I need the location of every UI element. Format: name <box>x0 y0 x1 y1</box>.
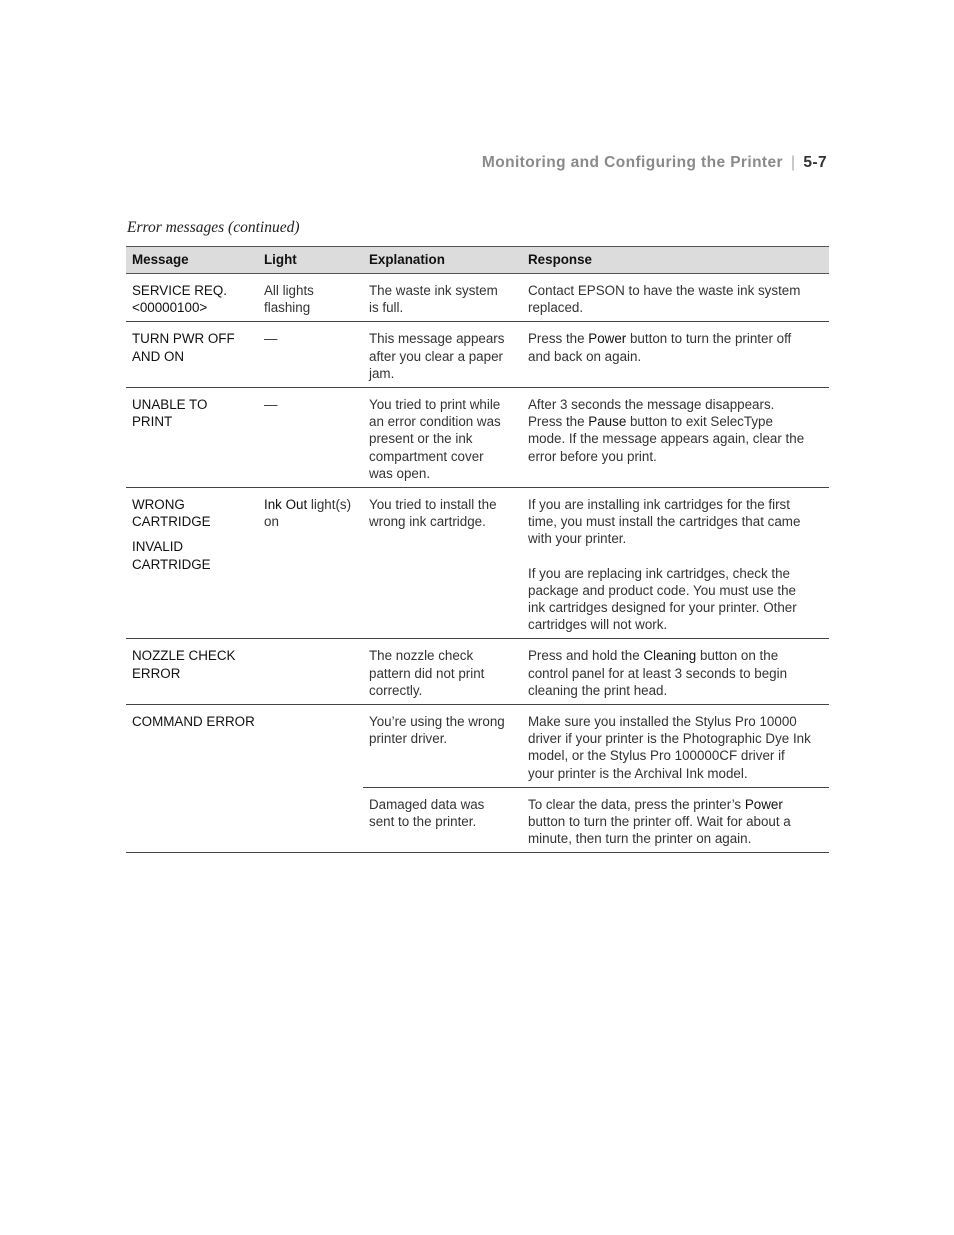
response-text-part: Press and hold the <box>528 648 644 664</box>
response-text-part: button to exit SelecType <box>626 414 773 430</box>
message-cell <box>126 388 258 487</box>
command-error-subrows <box>363 705 829 852</box>
response-text: package and product code. You must use the <box>528 582 797 598</box>
button-name-power: Power <box>588 331 627 347</box>
table-row <box>126 274 829 322</box>
response-text: button to turn the printer off. Wait for about a <box>528 814 791 830</box>
explanation-cell <box>363 274 522 321</box>
response-text <box>528 647 825 664</box>
response-cell <box>522 322 829 387</box>
response-cell <box>522 388 829 487</box>
message-text: INVALID <box>132 539 184 555</box>
message-text: TURN PWR OFF <box>132 331 235 347</box>
message-text: <00000100> <box>132 300 208 316</box>
explanation-text: is full. <box>369 300 404 316</box>
light-cell <box>258 488 363 638</box>
response-text: minute, then turn the printer on again. <box>528 831 752 847</box>
message-text: PRINT <box>132 414 173 430</box>
response-text: cleaning the print head. <box>528 682 668 698</box>
response-text <box>528 413 825 430</box>
explanation-text: compartment cover <box>369 448 484 464</box>
message-text: SERVICE REQ. <box>132 283 228 298</box>
response-text-part: Press the <box>528 331 589 347</box>
table-row <box>126 488 829 639</box>
explanation-text: present or the ink <box>369 431 473 447</box>
response-text-part: button to turn the printer off <box>626 331 792 347</box>
table-caption: Error messages (continued) <box>127 219 300 236</box>
explanation-text: printer driver. <box>369 731 448 747</box>
light-name-ink-out: Ink Out <box>264 497 308 513</box>
explanation-text: The waste ink system <box>369 283 498 298</box>
response-text: Make sure you installed the Stylus Pro 10000 <box>528 714 797 730</box>
response-text: error before you print. <box>528 448 657 464</box>
message-text: CARTRIDGE <box>132 556 211 572</box>
table-row <box>126 322 829 388</box>
light-cell <box>258 639 363 704</box>
message-cell <box>126 705 363 852</box>
response-cell <box>522 488 829 638</box>
table-subrow <box>363 787 829 853</box>
response-text: your printer is the Archival Ink model. <box>528 765 748 781</box>
table-row <box>126 388 829 488</box>
light-text: on <box>264 514 279 530</box>
message-text: AND ON <box>132 348 185 364</box>
explanation-text: This message appears <box>369 331 505 347</box>
response-text: After 3 seconds the message disappears. <box>528 397 775 413</box>
response-text: time, you must install the cartridges that came <box>528 514 801 530</box>
message-text: UNABLE TO <box>132 397 208 413</box>
response-text <box>528 796 825 813</box>
message-text: WRONG <box>132 497 185 513</box>
response-text <box>528 330 825 347</box>
message-text: NOZZLE CHECK <box>132 648 236 664</box>
explanation-text: an error condition was <box>369 414 501 430</box>
chapter-title: Monitoring and Configuring the Printer <box>481 154 783 171</box>
response-text: and back on again. <box>528 348 642 364</box>
explanation-cell <box>363 322 522 387</box>
response-text: control panel for at least 3 seconds to begin <box>528 665 788 681</box>
explanation-text: wrong ink cartridge. <box>369 514 486 530</box>
message-cell <box>126 322 258 387</box>
table-row <box>126 705 829 853</box>
button-name-power: Power <box>744 796 783 812</box>
message-text: COMMAND ERROR <box>132 714 255 730</box>
explanation-cell <box>363 788 522 853</box>
explanation-text: You’re using the wrong <box>369 714 505 730</box>
explanation-text: Damaged data was <box>369 796 485 812</box>
response-text: If you are installing ink cartridges for the first <box>528 497 790 513</box>
explanation-cell <box>363 639 522 704</box>
response-text-part: button on the <box>696 648 779 664</box>
response-cell <box>522 705 829 787</box>
explanation-text: after you clear a paper <box>369 348 503 364</box>
response-text-part: Press the <box>528 414 589 430</box>
light-text: All lights <box>264 283 314 298</box>
button-name-pause: Pause <box>588 414 627 430</box>
response-text: mode. If the message appears again, clear the <box>528 431 805 447</box>
table-subrow <box>363 705 829 787</box>
explanation-text: was open. <box>369 465 431 481</box>
button-name-cleaning: Cleaning <box>643 648 697 664</box>
light-cell <box>258 322 363 387</box>
response-text: replaced. <box>528 300 584 316</box>
light-text: — <box>264 331 278 347</box>
light-cell <box>258 388 363 487</box>
col-header-light: Light <box>264 252 297 268</box>
explanation-cell <box>363 488 522 638</box>
explanation-cell <box>363 705 522 787</box>
response-text: Contact EPSON to have the waste ink system <box>528 283 801 298</box>
explanation-cell <box>363 388 522 487</box>
light-text-part: light(s) <box>307 497 352 513</box>
light-text <box>264 496 363 513</box>
col-header-response: Response <box>528 252 592 268</box>
response-cell <box>522 639 829 704</box>
running-header <box>482 154 827 172</box>
message-text: CARTRIDGE <box>132 514 211 530</box>
explanation-text: jam. <box>369 365 395 381</box>
light-text: flashing <box>264 300 311 316</box>
response-text: model, or the Stylus Pro 100000CF driver if <box>528 748 785 764</box>
light-text: — <box>264 397 278 413</box>
response-text: cartridges will not work. <box>528 617 668 633</box>
response-text: If you are replacing ink cartridges, check the <box>528 565 790 581</box>
explanation-text: sent to the printer. <box>369 814 477 830</box>
response-cell <box>522 274 829 321</box>
page-number: 5-7 <box>803 154 827 171</box>
table-header-row <box>126 246 829 274</box>
message-cell <box>126 639 258 704</box>
message-cell <box>126 488 258 638</box>
explanation-text: You tried to print while <box>369 397 501 413</box>
header-separator: | <box>790 154 796 171</box>
col-header-message: Message <box>132 252 189 268</box>
explanation-text: pattern did not print <box>369 665 485 681</box>
response-text: with your printer. <box>528 531 627 547</box>
response-text: ink cartridges designed for your printer. Other <box>528 600 797 616</box>
error-messages-table <box>126 246 829 853</box>
message-text: ERROR <box>132 665 181 681</box>
table-row <box>126 639 829 705</box>
explanation-text: You tried to install the <box>369 497 497 513</box>
response-cell <box>522 788 829 853</box>
col-header-explanation: Explanation <box>369 252 445 268</box>
light-cell <box>258 274 363 321</box>
explanation-text: correctly. <box>369 682 423 698</box>
explanation-text: The nozzle check <box>369 648 474 664</box>
response-text: driver if your printer is the Photographic Dye Ink <box>528 731 811 747</box>
message-cell <box>126 274 258 321</box>
response-text-part: To clear the data, press the printer’s <box>528 796 745 812</box>
